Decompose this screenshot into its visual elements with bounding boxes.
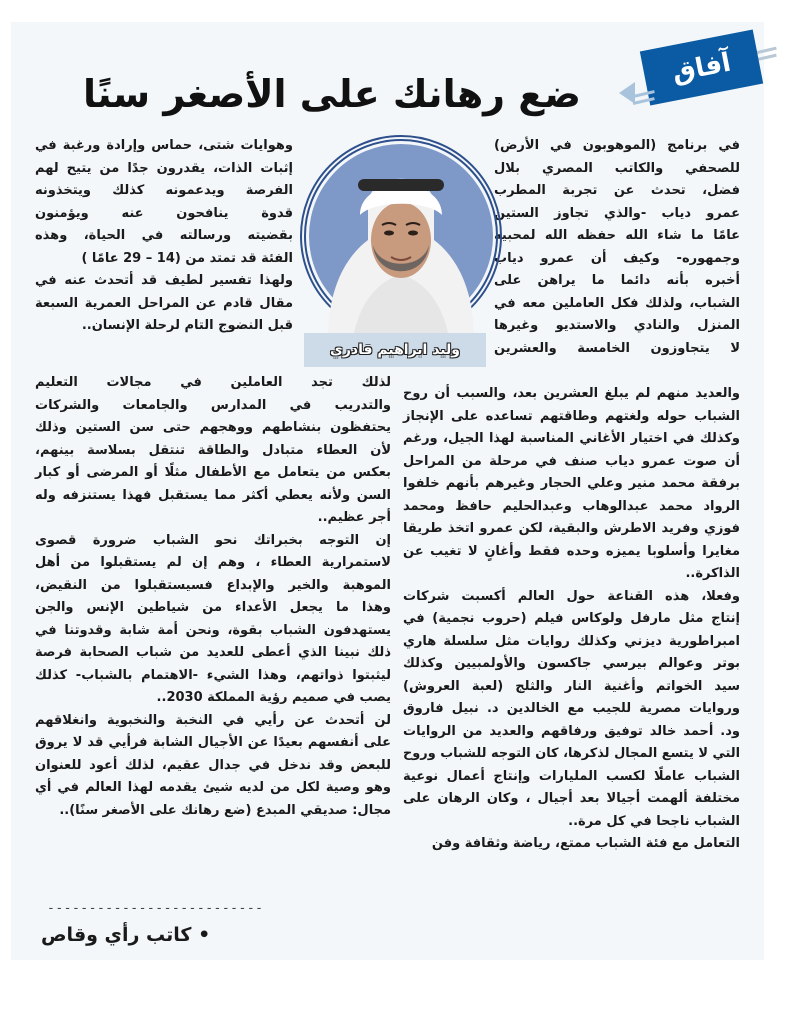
author-title-text: كاتب رأي وقاص: [41, 924, 192, 946]
text-line: ذلك نبينا الذي أعطى للعديد من شباب الصحابة فرصة: [35, 645, 391, 660]
text-line: سيد الخواتم وأغنية النار والثلج (لعبة العروش): [403, 678, 740, 694]
text-line: مقال قادم عن المراحل العمرية السبعة: [35, 295, 293, 311]
article-panel: [11, 22, 764, 960]
text-line: الرواد محمد عبدالوهاب وعبدالحليم حافظ ومحمد: [403, 498, 740, 514]
text-line: أخبره بأنه دائما ما يراهن على: [494, 273, 740, 288]
right-column-top: [494, 135, 740, 360]
text-line: لذلك تجد العاملين في مجالات التعليم: [35, 375, 391, 390]
text-line: على أنفسهم بعيدًا عن الأجيال الشابة فرأيي قد لا يروق: [35, 735, 391, 750]
text-line: والتدريب في المدارس والجامعات والشركات: [35, 397, 391, 413]
text-line: المنزل والنادي والاستديو وغيرها: [494, 318, 740, 333]
text-line: لا يتجاوزون الخامسة والعشرين: [494, 340, 740, 356]
author-title: [41, 924, 241, 954]
section-tag-label: آفاق: [669, 47, 734, 88]
author-caption: [304, 333, 486, 367]
text-line: وجمهوره- وكيف أن عمرو دياب: [494, 250, 740, 266]
text-line: عمرو دياب -والذي تجاوز الستين: [494, 205, 740, 221]
text-line: مغايرا وأسلوبا يميزه وحده فقط وأغانٍ لا تغيب عن: [403, 543, 740, 559]
text-line: وهوايات شتى، حماس وإرادة ورغبة في: [35, 138, 293, 153]
text-line: عامًا ما شاء الله حفظه الله لمحبيه: [494, 228, 740, 243]
text-line: إن التوجه بخبراتك نحو الشباب ضرورة قصوى: [35, 532, 391, 548]
author-portrait: [308, 145, 494, 339]
text-line: أجر عظيم..: [317, 510, 391, 525]
left-column-top: [35, 135, 293, 338]
text-line: لأن العطاء متبادل والطاقة تنتقل بسلاسة بينهم،: [35, 442, 391, 458]
article-header: [11, 22, 764, 132]
text-line: الشباب، ولذلك فكل العاملين معه في: [494, 295, 740, 311]
text-line: مختلفة ألهمت أجيالا بعد أجيال ، وكان الرهان على: [403, 791, 740, 806]
text-line: التي لا يتسع المجال لذكرها، كان التوجه للشباب وروح: [403, 746, 740, 761]
text-line: مجال: صديقي المبدع (ضع رهانك على الأصغر سنًا)..: [59, 802, 391, 818]
text-line: يستهدفون الشباب بقوة، ونحن أمة شابة وقدوتنا في: [35, 622, 391, 638]
text-line: يحتفظون بنشاطهم ووهجهم حتى سن الستين وذلك: [35, 420, 391, 435]
text-line: إنتاج مثل مارفل ولوكاس فيلم (حروب نجمية) في: [403, 611, 740, 626]
author-name: وليد ابراهيم قادري: [330, 342, 460, 358]
text-line: بعكس من يتعامل مع الأطفال مثلًا أو المرضى أو كبار: [35, 465, 391, 480]
text-line: وروايات مصرية للجيب مع الخالدين د. نبيل فاروق: [403, 701, 740, 716]
text-line: ليثبتوا ذواتهم، وهذا الشيء -الاهتمام بالشباب- كذلك: [35, 667, 391, 683]
text-line: إثبات الذات، يقدرون جدًا من يتيح لهم: [35, 160, 293, 176]
text-line: قدوة ينافحون عنه ويؤمنون: [35, 205, 293, 221]
text-line: وهو وصية لكل من لديه شيئ يقدمه لهذا العالم في أي: [35, 780, 391, 795]
text-line: وفعلا، هذه القناعة حول العالم أكسبت شركات: [403, 588, 740, 604]
text-line: وهذا ما يجعل الأعداء من شياطين الإنس والجن: [35, 600, 391, 615]
bullet-icon: •: [198, 924, 211, 946]
text-line: فضل، تحدث عن تجربة المطرب: [494, 183, 740, 198]
text-line: الموهبة والخير والإبداع فسيستقبلوا من النقيض،: [35, 577, 391, 593]
arrow-left-icon: [619, 82, 635, 104]
text-line: الشباب ناجحا في كل مرة..: [568, 813, 740, 829]
text-line: في برنامج (الموهوبون في الأرض): [494, 138, 740, 153]
text-line: الشباب حوله ولغتهم وطاقتهم تساعده على الإنجاز: [403, 408, 740, 424]
left-column-bottom: [35, 372, 391, 822]
text-line: ود. أحمد خالد توفيق ورفاقهم والعديد من الروايات: [403, 723, 740, 739]
text-line: الذاكرة..: [685, 566, 740, 581]
text-line: برفقة محمد منير وعلي الحجار وغيرهم بأنهم خلفوا: [403, 476, 740, 491]
author-photo: [294, 135, 509, 369]
text-line: بوتر وعوالم بيرسي جاكسون والأولمبيين وكذلك: [403, 656, 740, 671]
article-headline: ضع رهانك على الأصغر سنًا: [83, 72, 581, 116]
divider: --------------------------: [47, 902, 264, 916]
text-line: الفئة قد تمتد من (14 – 29 عامًا ): [81, 250, 293, 266]
text-line: قبل النضوج التام لرحلة الإنسان..: [81, 318, 293, 333]
text-line: يصب في صميم رؤية المملكة 2030..: [156, 690, 391, 705]
text-line: لاستمرارية العطاء ، وهم إن لم يستقبلوا من أهل: [35, 555, 391, 570]
text-line: والعديد منهم لم يبلغ العشرين بعد، والسبب أن روح: [403, 386, 740, 401]
text-line: الفرصة ويدعمونه كذلك ويتخذونه: [35, 183, 293, 198]
text-line: الشباب عاملًا لكسب المليارات وإنتاج أعمال نوعية: [403, 768, 740, 784]
right-column-bottom: [403, 383, 740, 856]
text-line: السن ولأنه يعطي أكثر مما يستقبل فهذا يستنزفه وله: [35, 487, 391, 503]
text-line: للصحفي والكاتب المصري بلال: [494, 160, 740, 176]
text-line: ولهذا تفسير لطيف قد أتحدث عنه في: [35, 273, 293, 288]
text-line: بقضيته ورسالته في الحياة، وهذه: [35, 228, 293, 243]
text-line: التعامل مع فئة الشباب ممتع، رياضة وثقافة وفن: [431, 836, 740, 851]
text-line: أن صوت عمرو دياب صنف في مرحلة من المراحل: [403, 453, 740, 469]
text-line: وكذلك في اختيار الأغاني المناسبة لهذا الجيل، ورغم: [403, 431, 740, 446]
text-line: امبراطورية ديزني وكذلك روايات مثل سلسلة هاري: [403, 633, 740, 649]
text-line: للبعض وقد ندخل في جدال عقيم، لذلك أعود للعنوان: [35, 757, 391, 773]
text-line: لن أتحدث عن رأيي في النخبة والنخبوية وانغلاقهم: [35, 712, 391, 728]
section-tag: [640, 30, 763, 106]
text-line: فوزي وفريد الاطرش والبقية، لكن عمرو اتخذ طريقا: [403, 521, 740, 536]
